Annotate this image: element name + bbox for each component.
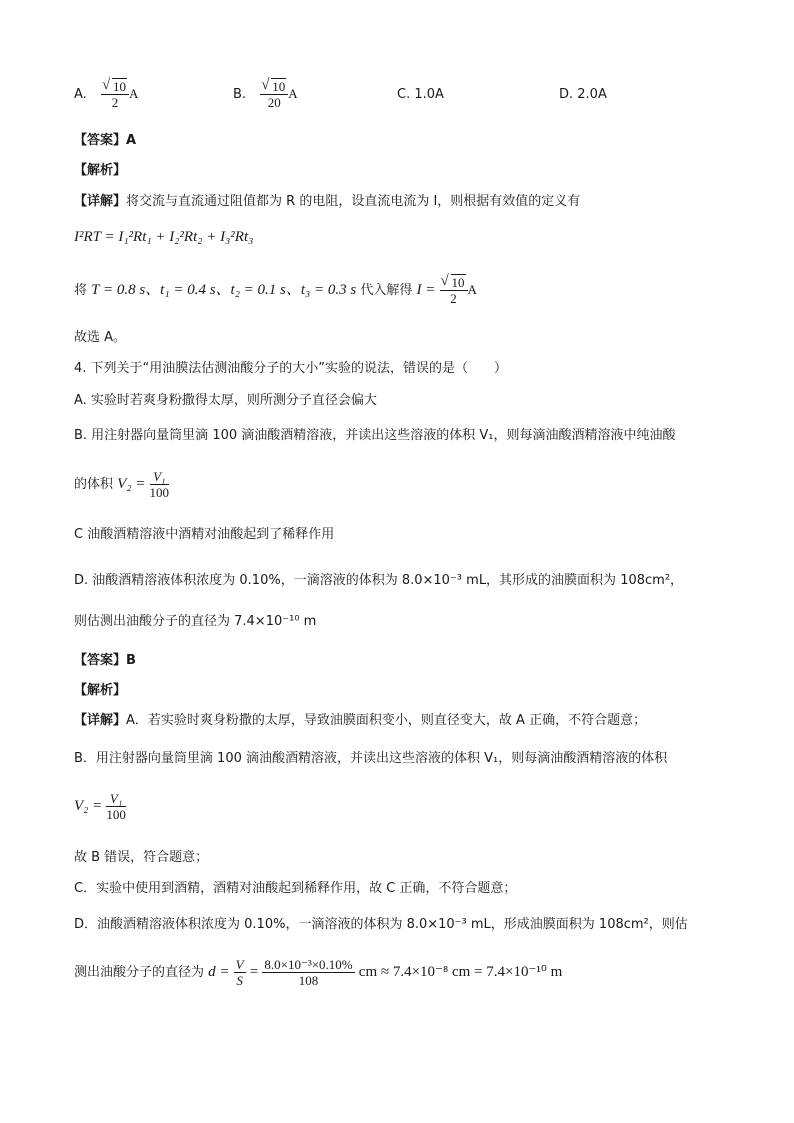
fraction-value [262,958,354,987]
equals: = [249,964,259,980]
detail-text: 将交流与直流通过阻值都为 R 的电阻，设直流电流为 I，则根据有效值的定义有 [126,194,581,209]
q3-equation: I²RT = I₁²Rt₁ + I₂²Rt₂ + I₃²Rt₃ [74,229,254,245]
detail-tag: 【详解】 [74,194,127,209]
text: 将 [74,283,88,298]
q4-option-a: A. 实验时若爽身粉撒得太厚，则所测分子直径会偏大 [74,393,377,408]
unit: A [128,86,139,101]
q3-analysis-title: 【解析】 [74,163,127,178]
q4-detail-b-line1: B．用注射器向量筒里滴 100 滴油酸酒精溶液，并读出这些溶液的体积 V₁，则每滴油酸酒精溶液的体积 [74,751,668,766]
q4-detail-d-line2 [74,958,562,987]
radicand: 10 [272,79,286,94]
result-lhs: I = [416,282,436,298]
q4-answer: 【答案】B [74,653,136,668]
q4-detail-b-conclusion: 故 B 错误，符合题意； [74,850,209,865]
fraction [260,80,288,109]
option-label: A. [74,87,87,102]
numerator: V₁ [106,792,126,807]
q4-option-c: C 油酸酒精溶液中酒精对油酸起到了稀释作用 [74,527,335,542]
lhs: V₂ = [117,476,146,492]
denominator: 2 [111,95,119,110]
q3-substitution [74,276,477,305]
text: 测出油酸分子的直径为 [74,965,205,980]
q4-option-d-line1: D. 油酸酒精溶液体积浓度为 0.10%，一滴溶液的体积为 8.0×10⁻³ mL，其形成的油膜面积为 108cm²， [74,573,684,588]
lhs: d = [208,964,230,980]
radicand: 10 [112,79,126,94]
q4-detail-b-formula [74,792,126,821]
numerator: V₁ [150,470,170,485]
denominator: S [236,973,243,988]
q3-answer: 【答案】A [74,133,137,148]
q3-option-d: D. 2.0A [559,87,607,102]
text: 代入解得 [360,283,413,298]
text: 的体积 [74,477,114,492]
numerator: 8.0×10⁻³×0.10% [264,957,353,972]
q4-analysis-title: 【解析】 [74,683,127,698]
denominator: 20 [267,95,281,110]
lhs: V₂ = [74,798,103,814]
fraction [106,792,126,821]
q3-conclusion: 故选 A。 [74,330,127,345]
result-fraction [440,276,468,305]
fraction-v-over-s [234,958,246,987]
unit: A [467,282,477,297]
q4-option-b-line1: B. 用注射器向量筒里滴 100 滴油酸酒精溶液，并读出这些溶液的体积 V₁，则每滴油酸酒精溶液中纯油酸 [74,428,676,443]
q3-detail [74,195,580,208]
q4-option-b-line2 [74,470,169,499]
radicand: 10 [451,275,465,290]
option-label: B. [233,87,247,102]
denominator: 2 [450,291,457,306]
fraction [101,80,129,109]
q3-option-b [233,80,298,109]
q4-detail-c: C．实验中使用到酒精，酒精对油酸起到稀释作用，故 C 正确，不符合题意； [74,881,517,896]
detail-tag: 【详解】 [74,713,127,728]
q4-detail-a [74,714,646,727]
denominator: 100 [106,807,126,822]
q3-option-c: C. 1.0A [397,87,444,102]
fraction [150,470,170,499]
q4-option-d-line2: 则估测出油酸分子的直径为 7.4×10⁻¹⁰ m [74,614,317,629]
q3-option-a [74,80,138,109]
detail-text: A．若实验时爽身粉撒的太厚，导致油膜面积变小，则直径变大，故 A 正确，不符合题意； [126,713,647,728]
denominator: 108 [298,973,319,988]
result: cm ≈ 7.4×10⁻⁸ cm = 7.4×10⁻¹⁰ m [358,964,563,980]
q4-stem: 4. 下列关于“用油膜法估测油酸分子的大小”实验的说法，错误的是（ ） [74,361,508,376]
q4-detail-d-line1: D．油酸酒精溶液体积浓度为 0.10%，一滴溶液的体积为 8.0×10⁻³ mL，形成油膜面积为 108cm²，则估 [74,917,688,932]
unit: A [288,86,298,101]
values: T = 0.8 s、t₁ = 0.4 s、t₂ = 0.1 s、t₃ = 0.3 s [91,282,357,298]
numerator: V [235,957,244,972]
denominator: 100 [149,485,170,500]
